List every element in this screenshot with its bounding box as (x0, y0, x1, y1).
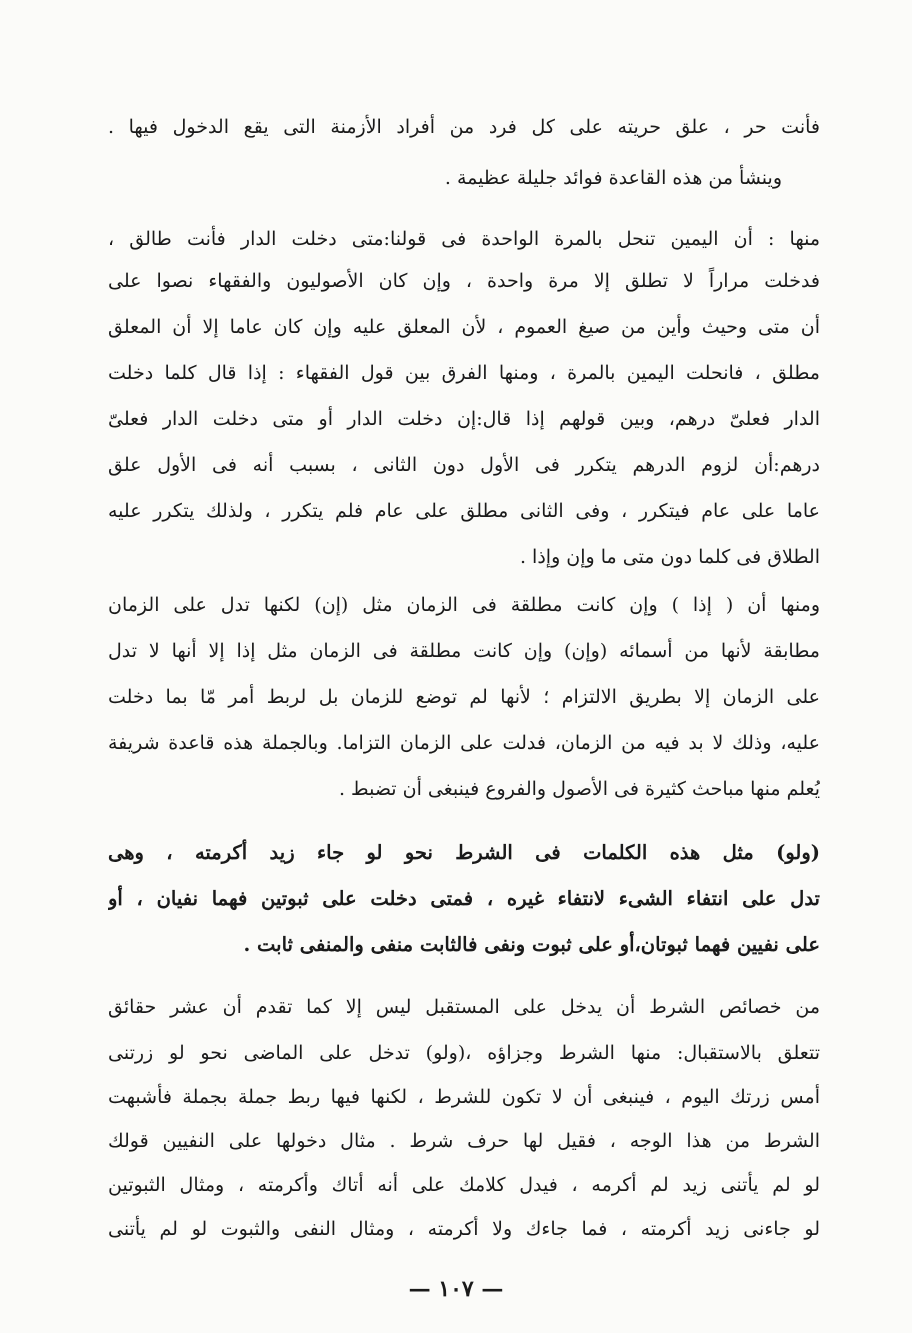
text-line: الدار فعلىّ درهم، وبين قولهم إذا قال:إن دخلت الدار أو متى دخلت الدار فعلىّ (108, 408, 820, 430)
text-line: يُعلم منها مباحث كثيرة فى الأصول والفروع فينبغى أن تضبط . (338, 778, 820, 800)
text-line: ومنها أن ( إذا ) وإن كانت مطلقة فى الزمان مثل (إن) لكنها تدل على الزمان (108, 594, 820, 616)
text-line-bold: (ولو) مثل هذه الكلمات فى الشرط نحو لو جاء زيد أكرمته ، وهى (108, 841, 820, 864)
text-line: عاما على عام فيتكرر ، وفى الثانى مطلق على عام فلم يتكرر ، ولذلك يتكرر عليه (108, 500, 820, 522)
text-line: الشرط من هذا الوجه ، فقيل لها حرف شرط . مثال دخولها على النفيين قولك (108, 1130, 820, 1152)
text-line: وينشأ من هذه القاعدة فوائد جليلة عظيمة . (444, 167, 782, 189)
page-number: — ١٠٧ — (408, 1276, 504, 1302)
text-line: مطابقة لأنها من أسمائه (وإن) وإن كانت مطلقة فى الزمان مثل إذا إلا أنها لا تدل (108, 640, 820, 662)
text-line: درهم:أن لزوم الدرهم يتكرر فى الأول دون الثانى ، بسبب أنه فى الأول علق (108, 454, 820, 476)
text-line: تتعلق بالاستقبال: منها الشرط وجزاؤه ،(ولو) تدخل على الماضى نحو لو زرتنى (108, 1042, 820, 1064)
text-line: أن متى وحيث وأين من صيغ العموم ، لأن المعلق عليه وإن كان عاما إلا أن المعلق (108, 316, 820, 338)
text-line: على الزمان إلا بطريق الالتزام ؛ لأنها لم توضع للزمان بل لربط أمر مّا بما دخلت (108, 686, 820, 708)
text-line: لو جاءنى زيد أكرمته ، فما جاءك ولا أكرمته ، ومثال النفى والثبوت لو لم يأتنى (108, 1218, 820, 1240)
text-line: مطلق ، فانحلت اليمين بالمرة ، ومنها الفرق بين قول الفقهاء : إذا قال كلما دخلت (108, 362, 820, 384)
text-line: الطلاق فى كلما دون متى ما وإن وإذا . (519, 546, 820, 568)
text-line: أمس زرتك اليوم ، فينبغى أن لا تكون للشرط ، لكنها فيها ربط جملة بجملة فأشبهت (108, 1086, 820, 1108)
text-line: من خصائص الشرط أن يدخل على المستقبل ليس إلا كما تقدم أن عشر حقائق (108, 996, 820, 1018)
text-line: لو لم يأتنى زيد لم أكرمه ، فيدل كلامك على أنه أتاك وأكرمته ، ومثال الثبوتين (108, 1174, 820, 1196)
text-line: فدخلت مراراً لا تطلق إلا مرة واحدة ، وإن كان الأصوليون والفقهاء نصوا على (108, 270, 820, 292)
text-line: منها : أن اليمين تنحل بالمرة الواحدة فى قولنا:متى دخلت الدار فأنت طالق ، (108, 228, 820, 250)
text-line: عليه، وذلك لا بد فيه من الزمان، فدلت على الزمان التزاما. وبالجملة هذه قاعدة شريفة (108, 732, 820, 754)
text-line: فأنت حر ، علق حريته على كل فرد من أفراد الأزمنة التى يقع الدخول فيها . (108, 116, 820, 138)
text-line-bold: تدل على انتفاء الشىء لانتفاء غيره ، فمتى دخلت على ثبوتين فهما نفيان ، أو (108, 887, 820, 910)
text-line-bold: على نفيين فهما ثبوتان،أو على ثبوت ونفى فالثابت منفى والمنفى ثابت . (243, 933, 820, 956)
